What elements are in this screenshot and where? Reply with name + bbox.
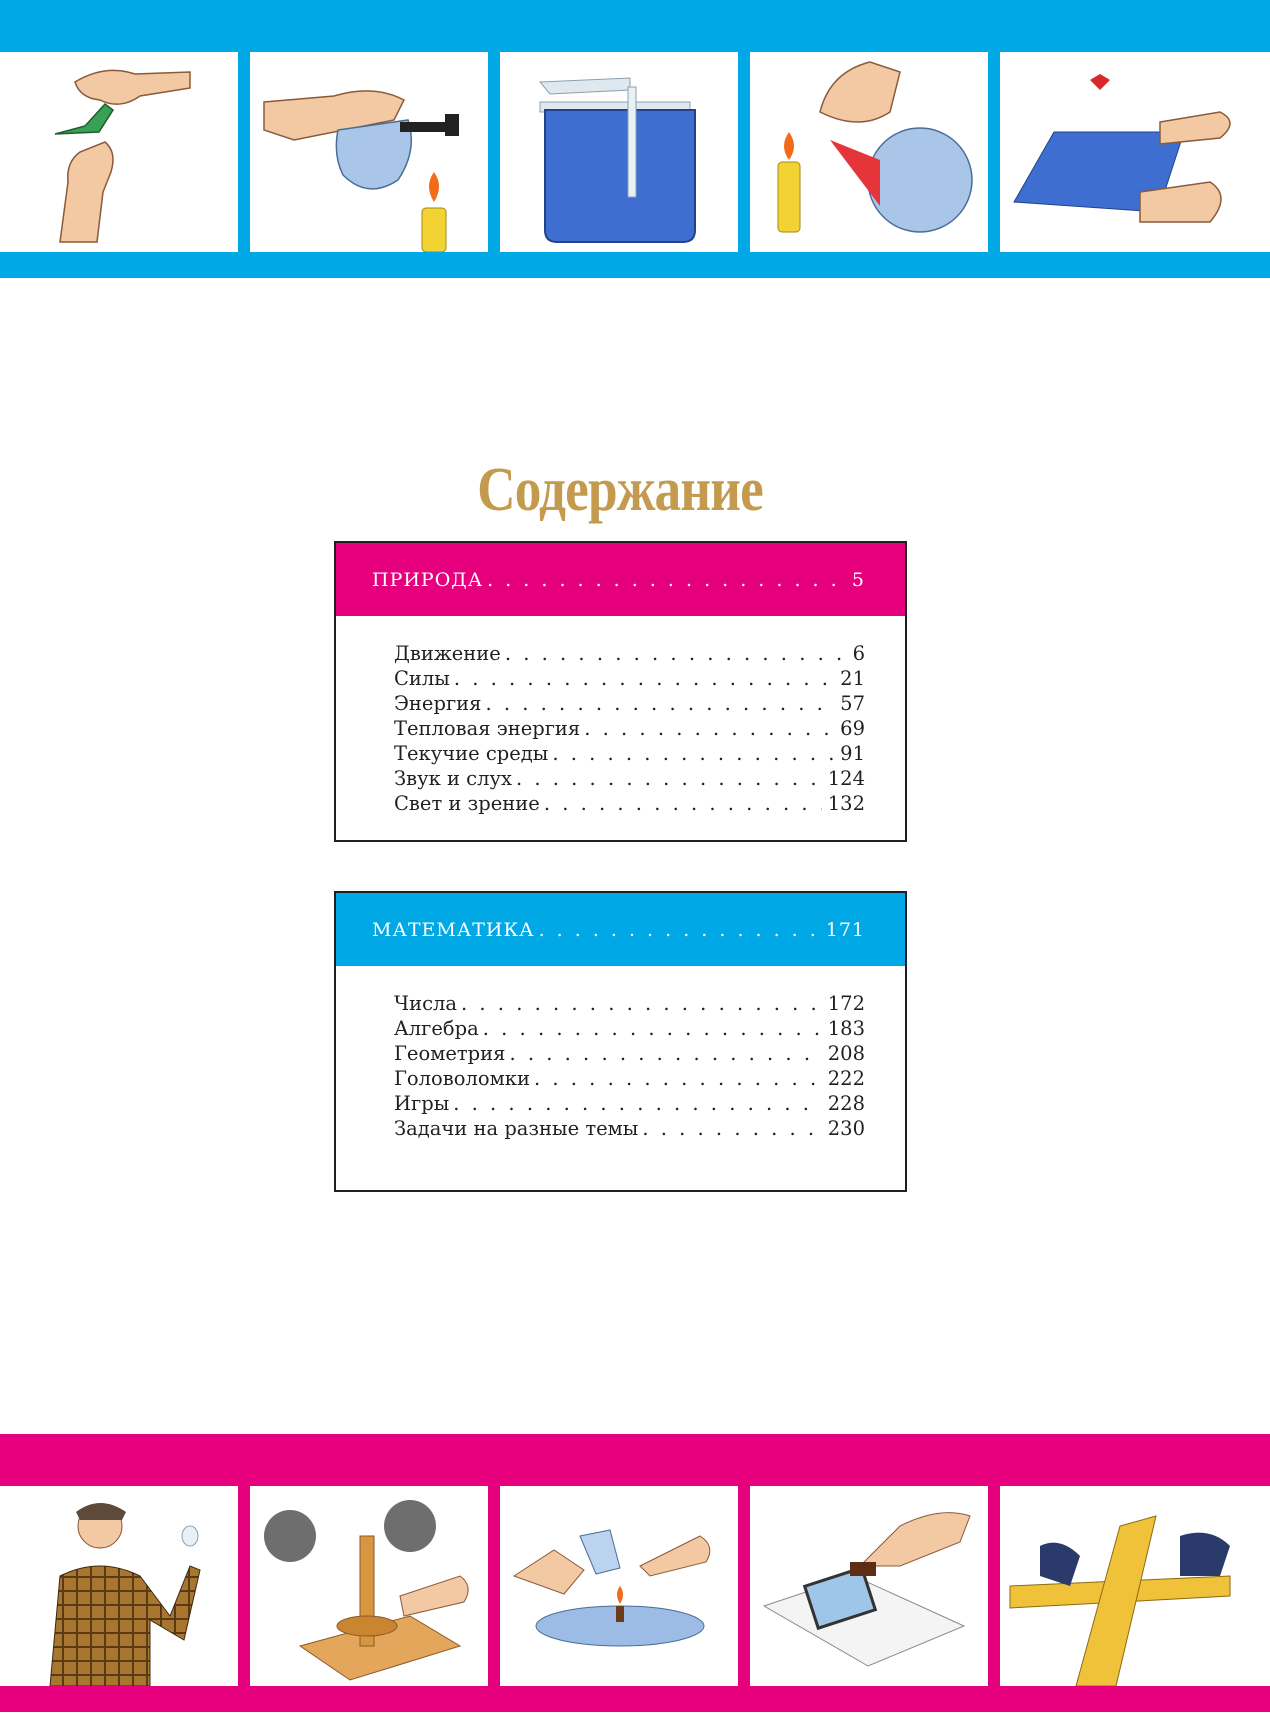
toc-entry[interactable] — [394, 742, 865, 767]
toc-entry[interactable] — [394, 792, 865, 817]
toc-entry[interactable] — [394, 992, 865, 1017]
toc-leader-dots — [485, 692, 834, 715]
spinning-top-tray-icon — [1000, 52, 1270, 252]
toc-section-page: 5 — [851, 568, 865, 591]
toc-entry-label: Головоломки — [394, 1067, 530, 1090]
wooden-cross-hands-icon — [1000, 1486, 1270, 1686]
toc-entry-page: 132 — [827, 792, 865, 815]
toc-entry[interactable] — [394, 642, 865, 667]
toc-leader-dots — [461, 992, 822, 1015]
toc-leader-dots — [509, 1042, 821, 1065]
hand-handkerchief-key-candle-icon — [250, 52, 488, 252]
toc-entry-page: 69 — [840, 717, 865, 740]
toc-entry-label: Числа — [394, 992, 458, 1015]
toc-entry[interactable] — [394, 1042, 865, 1067]
toc-leader-dots — [505, 642, 847, 665]
toc-entry-label: Звук и слух — [394, 767, 512, 790]
toc-entry-label: Геометрия — [394, 1042, 506, 1065]
toc-entry-page: 230 — [827, 1117, 865, 1140]
toc-leader-dots — [544, 792, 822, 815]
toc-entry-page: 91 — [840, 742, 865, 765]
toc-entry[interactable] — [394, 1092, 865, 1117]
water-jar-straw-icon — [500, 52, 738, 252]
page-title: Содержание — [477, 456, 763, 524]
toc-entry[interactable] — [394, 667, 865, 692]
toc-section-page: 171 — [825, 918, 865, 941]
toc-leader-dots — [453, 1092, 822, 1115]
toc-leader-dots — [584, 717, 834, 740]
toc-entry[interactable] — [394, 1017, 865, 1042]
toc-entry-label: Силы — [394, 667, 450, 690]
toc-leader-dots — [454, 667, 834, 690]
toc-leader-dots — [534, 1067, 822, 1090]
toc-entry-label: Задачи на разные темы — [394, 1117, 639, 1140]
toc-entry-page: 172 — [827, 992, 865, 1015]
toc-entry-label: Свет и зрение — [394, 792, 540, 815]
toc-section-math — [334, 891, 907, 1192]
toc-entry-page: 222 — [827, 1067, 865, 1090]
toc-entry-label: Игры — [394, 1092, 450, 1115]
toc-leader-dots — [487, 569, 846, 591]
toc-entry-page: 183 — [827, 1017, 865, 1040]
toc-leader-dots — [483, 1017, 822, 1040]
toc-section-title: ПРИРОДА — [372, 568, 484, 591]
toc-entry[interactable] — [394, 717, 865, 742]
man-plaid-jacket-icon — [0, 1486, 238, 1686]
toc-leader-dots — [552, 742, 834, 765]
dowel-stand-clamps-icon — [250, 1486, 488, 1686]
toc-section-header[interactable] — [336, 893, 905, 966]
candle-balloon-funnel-icon — [750, 52, 988, 252]
toc-entry-page: 228 — [827, 1092, 865, 1115]
toc-entry-page: 124 — [827, 767, 865, 790]
toc-leader-dots — [516, 767, 822, 790]
toc-entry[interactable] — [394, 1067, 865, 1092]
toc-entry-label: Текучие среды — [394, 742, 549, 765]
toc-entry-page: 208 — [827, 1042, 865, 1065]
toc-entry-page: 57 — [840, 692, 865, 715]
magnifier-paper-icon — [750, 1486, 988, 1686]
bottom-illustration-band — [0, 1434, 1270, 1712]
toc-entry[interactable] — [394, 1117, 865, 1142]
toc-leader-dots — [539, 919, 820, 941]
top-illustration-band — [0, 0, 1270, 278]
toc-entry-page: 6 — [852, 642, 865, 665]
toc-entry-label: Движение — [394, 642, 501, 665]
toc-leader-dots — [642, 1117, 821, 1140]
toc-entry-label: Энергия — [394, 692, 482, 715]
toc-entry-page: 21 — [840, 667, 865, 690]
hands-paper-helicopter-icon — [0, 52, 238, 252]
glass-plate-candle-icon — [500, 1486, 738, 1686]
toc-section-title: МАТЕМАТИКА — [372, 918, 535, 941]
toc-section-nature — [334, 541, 907, 842]
toc-entry-label: Тепловая энергия — [394, 717, 581, 740]
toc-section-header[interactable] — [336, 543, 905, 616]
toc-entry-label: Алгебра — [394, 1017, 479, 1040]
toc-entry[interactable] — [394, 767, 865, 792]
toc-entry[interactable] — [394, 692, 865, 717]
